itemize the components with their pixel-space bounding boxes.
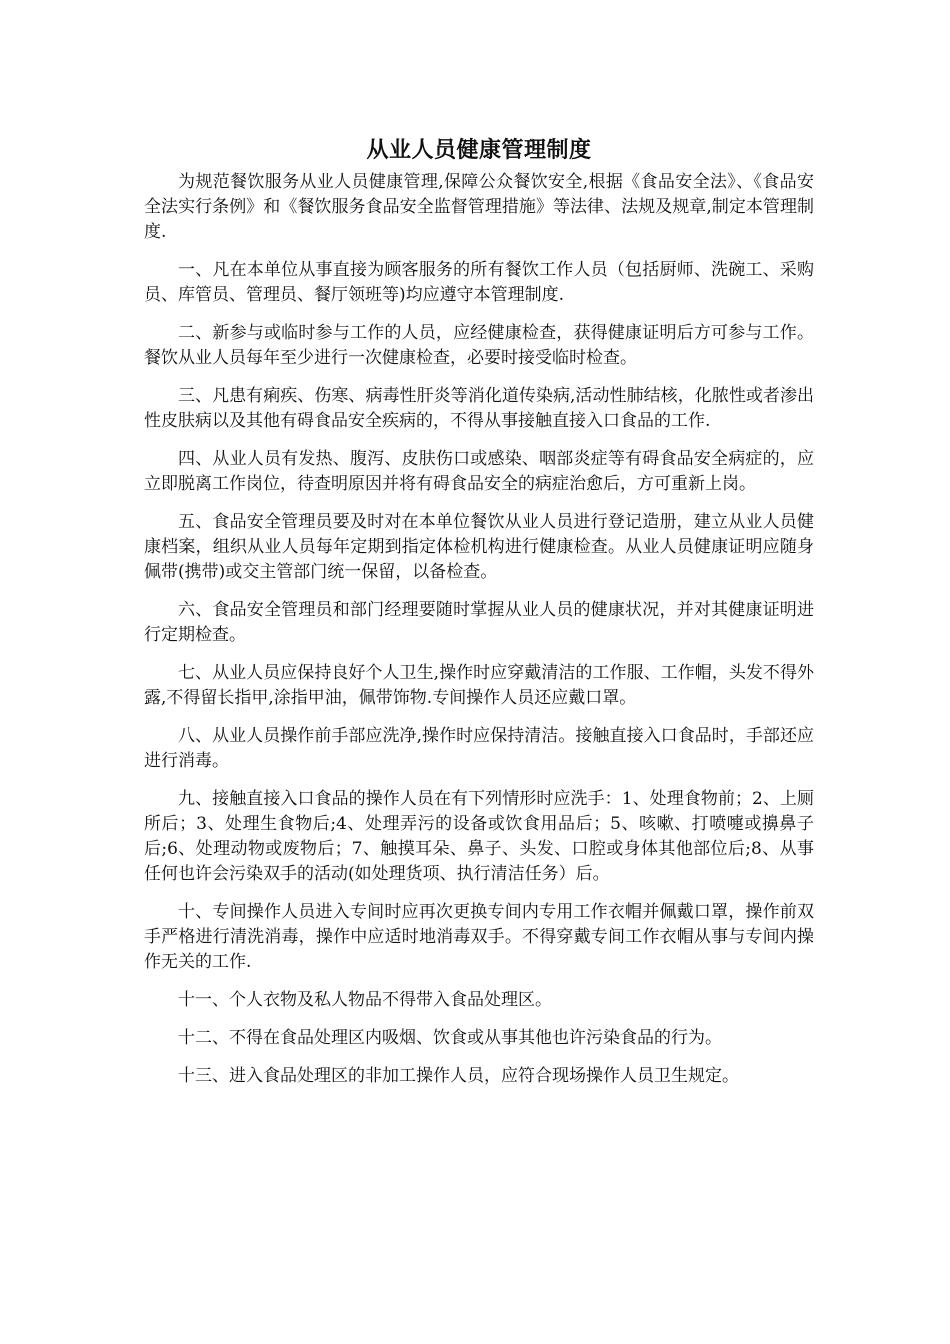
rule-item-11: 十一、个人衣物及私人物品不得带入食品处理区。 <box>178 990 552 1010</box>
rule-item-10: 十、专间操作人员进入专间时应再次更换专间内专用工作衣帽并佩戴口罩，操作前双手严格进行清洗消毒，操作中应适时地消毒双手。不得穿戴专间工作衣帽从事与专间内操作无关的工作. <box>144 902 814 972</box>
rule-item-1: 一、凡在本单位从事直接为顾客服务的所有餐饮工作人员（包括厨师、洗碗工、采购员、库管员、管理员、餐厅领班等)均应遵守本管理制度. <box>144 260 814 305</box>
rule-item-4: 四、从业人员有发热、腹泻、皮肤伤口或感染、咽部炎症等有碍食品安全病症的，应立即脱离工作岗位，待查明原因并将有碍食品安全的病症治愈后，方可重新上岗。 <box>144 449 814 494</box>
intro-paragraph: 为规范餐饮服务从业人员健康管理,保障公众餐饮安全,根据《食品安全法》、《食品安全法实行条例》和《餐饮服务食品安全监督管理措施》等法律、法规及规章,制定本管理制度. <box>144 172 814 242</box>
rule-item-9: 九、接触直接入口食品的操作人员在有下列情形时应洗手：1、处理食物前；2、上厕所后；3、处理生食物后;4、处理弄污的设备或饮食用品后；5、咳嗽、打喷嚏或擤鼻子后;6、处理动物或废物后；7、触摸耳朵、鼻子、头发、口腔或身体其他部位后;8、从事任何也许会污染双手的活动(如处理货项、执行清洁任务）后。 <box>144 789 814 884</box>
rule-item-6: 六、食品安全管理员和部门经理要随时掌握从业人员的健康状况，并对其健康证明进行定期检查。 <box>144 600 814 645</box>
rule-item-2: 二、新参与或临时参与工作的人员，应经健康检查，获得健康证明后方可参与工作。餐饮从业人员每年至少进行一次健康检查，必要时接受临时检查。 <box>144 323 814 368</box>
rule-item-12: 十二、不得在食品处理区内吸烟、饮食或从事其他也许污染食品的行为。 <box>178 1028 722 1048</box>
rule-item-7: 七、从业人员应保持良好个人卫生,操作时应穿戴清洁的工作服、工作帽，头发不得外露,不得留长指甲,涂指甲油，佩带饰物.专间操作人员还应戴口罩。 <box>144 663 814 708</box>
rule-item-8: 八、从业人员操作前手部应洗净,操作时应保持清洁。接触直接入口食品时，手部还应进行消毒。 <box>144 726 814 771</box>
rule-item-3: 三、凡患有痢疾、伤寒、病毒性肝炎等消化道传染病,活动性肺结核，化脓性或者渗出性皮肤病以及其他有碍食品安全疾病的，不得从事接触直接入口食品的工作. <box>144 386 814 431</box>
rule-item-13: 十三、进入食品处理区的非加工操作人员，应符合现场操作人员卫生规定。 <box>178 1066 739 1086</box>
document-title: 从业人员健康管理制度 <box>366 138 592 163</box>
document-page <box>144 134 814 1102</box>
rule-item-5: 五、食品安全管理员要及时对在本单位餐饮从业人员进行登记造册，建立从业人员健康档案，组织从业人员每年定期到指定体检机构进行健康检查。从业人员健康证明应随身佩带(携带)或交主管部门统一保留，以备检查。 <box>144 512 814 582</box>
